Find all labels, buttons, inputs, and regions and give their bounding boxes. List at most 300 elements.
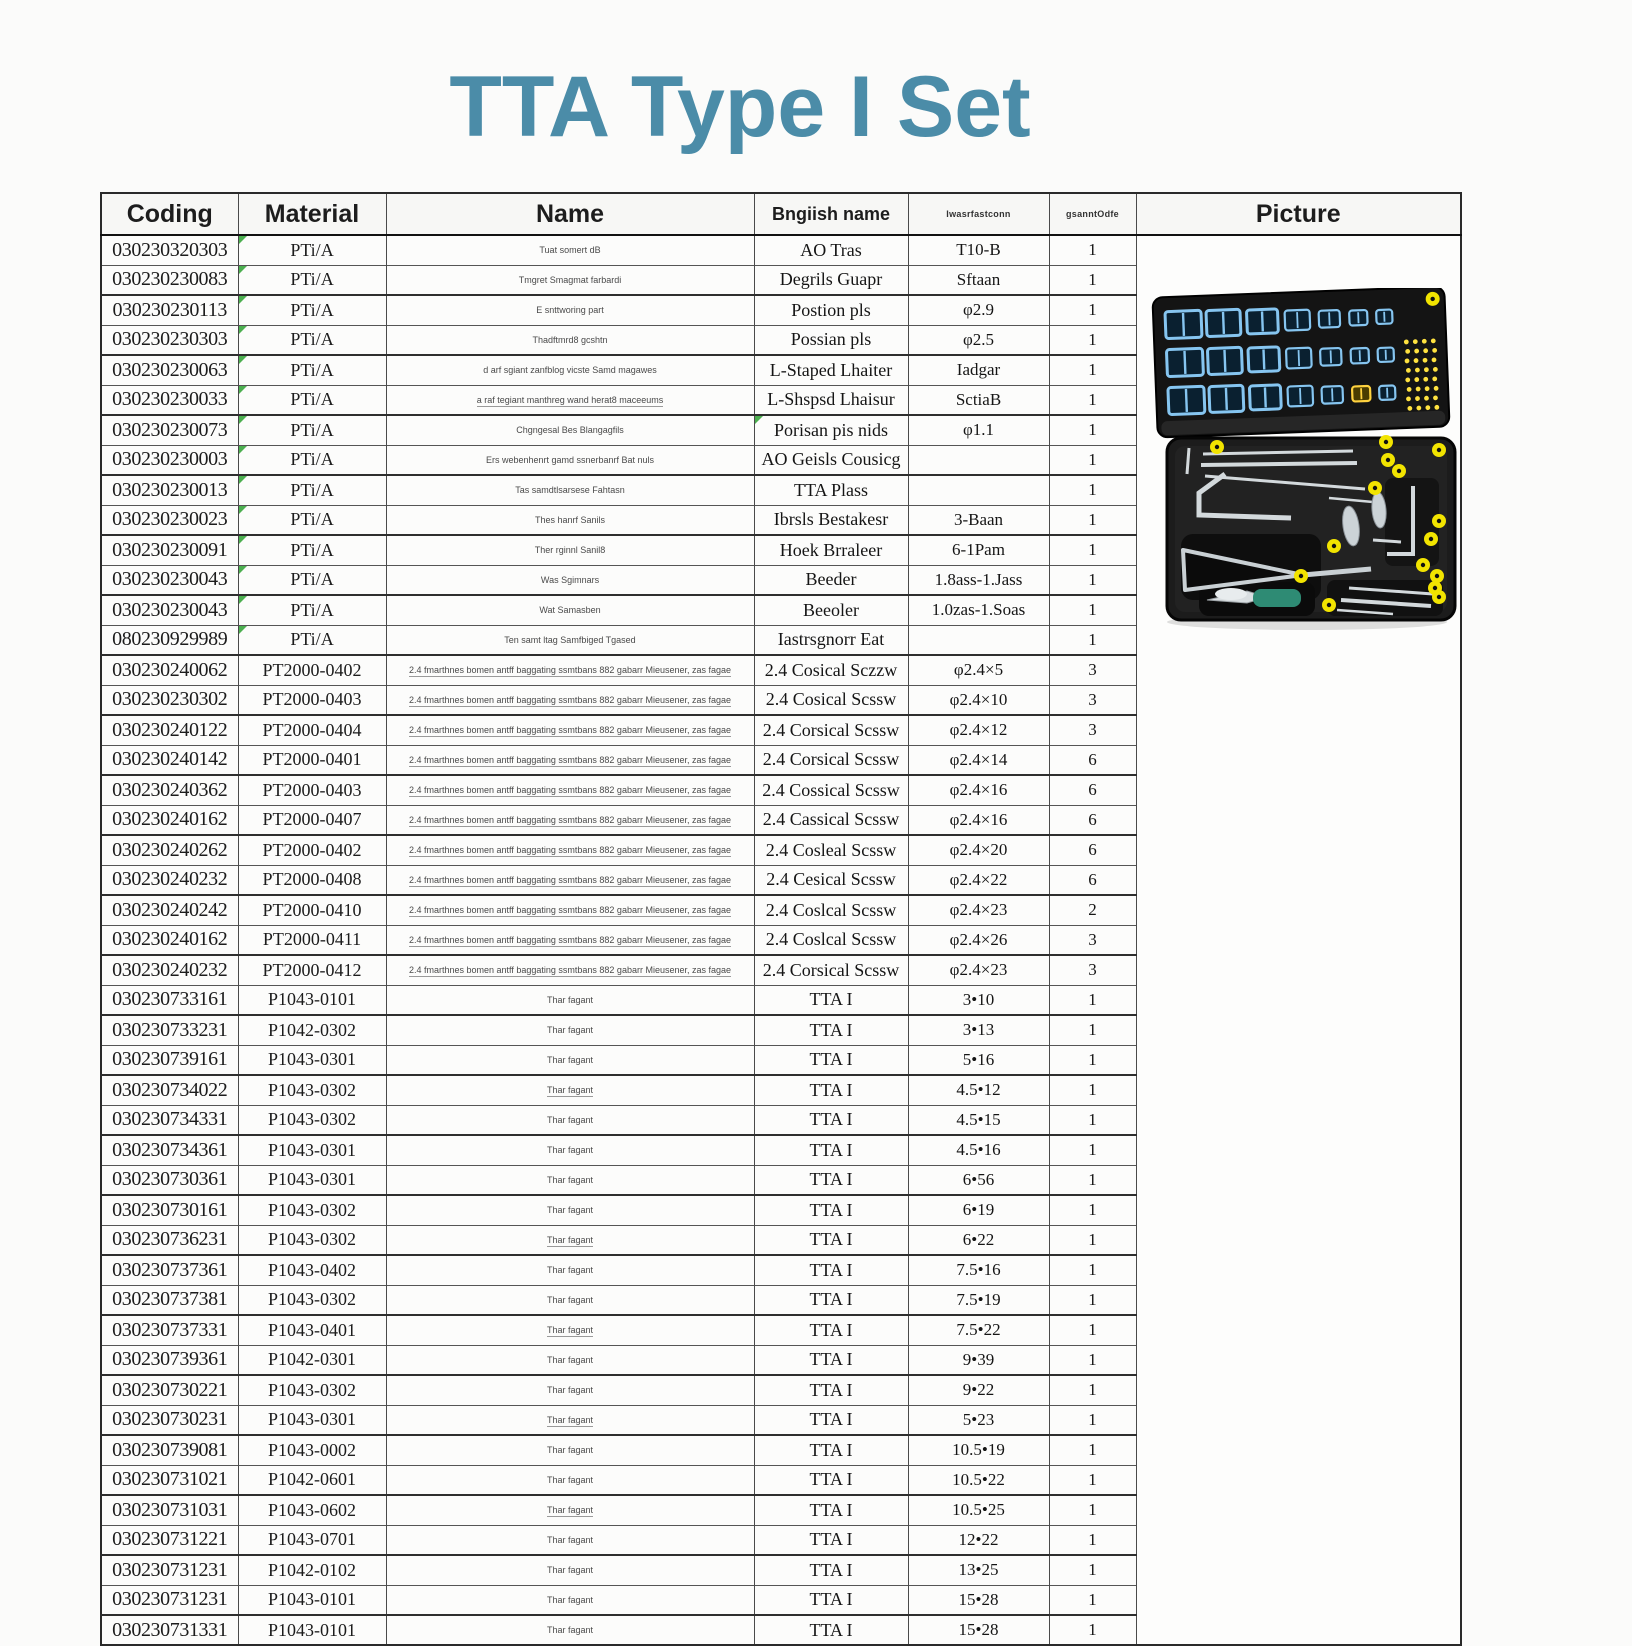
- name-text: Thar fagant: [547, 1265, 593, 1275]
- cell-qty: 1: [1049, 355, 1136, 385]
- cell-spec: φ2.4×26: [908, 925, 1049, 955]
- cell-spec: 7.5•22: [908, 1315, 1049, 1345]
- cell-spec: SctiaB: [908, 385, 1049, 415]
- cell-spec: 3-Baan: [908, 505, 1049, 535]
- cell-coding: 030230320303: [101, 235, 238, 265]
- cell-english-name: TTA I: [754, 1225, 908, 1255]
- cell-flag-marker: [239, 236, 247, 244]
- col-header-name: Name: [386, 193, 754, 235]
- cell-coding: 030230230091: [101, 535, 238, 565]
- cell-spec: φ2.4×23: [908, 895, 1049, 925]
- annotation-marker-center: [1428, 537, 1432, 541]
- cell-name: [386, 715, 754, 745]
- cell-coding: 030230734331: [101, 1105, 238, 1135]
- cell-coding: 030230731331: [101, 1615, 238, 1645]
- cell-name: [386, 1375, 754, 1405]
- name-text: 2.4 fmarthnes bomen antff baggating ssmtbans 882 gabarr Mieusener, zas fagae: [409, 665, 731, 677]
- annotation-marker-center: [1396, 469, 1400, 473]
- cell-english-name: TTA I: [754, 1465, 908, 1495]
- cell-spec: 15•28: [908, 1585, 1049, 1615]
- col-header-qty: gsanntOdfe: [1049, 193, 1136, 235]
- cell-coding: 030230230043: [101, 595, 238, 625]
- cell-qty: 1: [1049, 1345, 1136, 1375]
- cell-english-name: L-Staped Lhaiter: [754, 355, 908, 385]
- cell-name: [386, 1465, 754, 1495]
- cell-english-name: TTA I: [754, 1285, 908, 1315]
- cell-material: P1043-0101: [238, 1585, 386, 1615]
- cell-english-name: TTA I: [754, 1585, 908, 1615]
- annotation-marker-center: [1420, 563, 1424, 567]
- name-text: 2.4 fmarthnes bomen antff baggating ssmtbans 882 gabarr Mieusener, zas fagae: [409, 845, 731, 857]
- cell-material: PTi/A: [238, 355, 386, 385]
- cell-qty: 1: [1049, 985, 1136, 1015]
- cell-qty: 1: [1049, 1135, 1136, 1165]
- implant-cage: [1350, 348, 1369, 364]
- cell-coding: 030230240122: [101, 715, 238, 745]
- cell-material: PTi/A: [238, 565, 386, 595]
- cell-spec: φ2.4×12: [908, 715, 1049, 745]
- cell-coding: 030230737381: [101, 1285, 238, 1315]
- cell-material: PT2000-0408: [238, 865, 386, 895]
- cell-material: P1043-0302: [238, 1075, 386, 1105]
- name-text: d arf sgiant zanfblog vicste Samd magawes: [483, 365, 657, 375]
- cell-spec: [908, 445, 1049, 475]
- cell-name: [386, 505, 754, 535]
- cell-flag-marker: [239, 596, 247, 604]
- cell-qty: 1: [1049, 1015, 1136, 1045]
- cell-qty: 1: [1049, 1285, 1136, 1315]
- cell-material: P1043-0002: [238, 1435, 386, 1465]
- implant-cage: [1287, 386, 1313, 407]
- cell-qty: 6: [1049, 805, 1136, 835]
- cell-material: P1043-0302: [238, 1195, 386, 1225]
- implant-cage: [1320, 348, 1342, 366]
- annotation-marker-center: [1331, 544, 1335, 548]
- cell-name: [386, 355, 754, 385]
- cell-name: [386, 655, 754, 685]
- cell-qty: 1: [1049, 1375, 1136, 1405]
- cell-qty: 1: [1049, 1435, 1136, 1465]
- cell-english-name: TTA I: [754, 1555, 908, 1585]
- cell-flag-marker: [239, 416, 247, 424]
- cell-english-name: 2.4 Corsical Scssw: [754, 715, 908, 745]
- cell-spec: [908, 475, 1049, 505]
- name-text: 2.4 fmarthnes bomen antff baggating ssmtbans 882 gabarr Mieusener, zas fagae: [409, 965, 731, 977]
- cell-english-name: 2.4 Cosleal Scssw: [754, 835, 908, 865]
- cell-coding: 030230736231: [101, 1225, 238, 1255]
- name-text: 2.4 fmarthnes bomen antff baggating ssmtbans 882 gabarr Mieusener, zas fagae: [409, 935, 731, 947]
- cell-name: [386, 475, 754, 505]
- cell-flag-marker: [239, 506, 247, 514]
- cell-name: [386, 1135, 754, 1165]
- cell-name: [386, 895, 754, 925]
- cell-name: [386, 1345, 754, 1375]
- cell-coding: 030230230023: [101, 505, 238, 535]
- cell-spec: Sftaan: [908, 265, 1049, 295]
- cell-name: [386, 385, 754, 415]
- cell-picture: [1136, 235, 1461, 1645]
- name-text: Tmgret Smagmat farbardi: [519, 275, 622, 285]
- instrument-case-image: [1141, 288, 1461, 637]
- annotation-marker-center: [1214, 445, 1218, 449]
- cell-qty: 3: [1049, 655, 1136, 685]
- name-text: Thar fagant: [547, 1205, 593, 1215]
- cell-english-name: TTA I: [754, 1255, 908, 1285]
- cell-material: PTi/A: [238, 475, 386, 505]
- cell-material: P1043-0301: [238, 1045, 386, 1075]
- annotation-marker-center: [1434, 574, 1438, 578]
- name-text: Thar fagant: [547, 1625, 593, 1635]
- cell-material: P1042-0301: [238, 1345, 386, 1375]
- cell-qty: 1: [1049, 1315, 1136, 1345]
- cell-english-name: TTA I: [754, 1195, 908, 1225]
- cell-english-name: AO Tras: [754, 235, 908, 265]
- cell-coding: 030230731231: [101, 1555, 238, 1585]
- cell-english-name: TTA I: [754, 1405, 908, 1435]
- implant-cage: [1378, 385, 1395, 400]
- cell-qty: 1: [1049, 565, 1136, 595]
- cell-material: P1043-0602: [238, 1495, 386, 1525]
- cell-english-name: 2.4 Cassical Scssw: [754, 805, 908, 835]
- cell-qty: 1: [1049, 625, 1136, 655]
- cell-coding: 030230230013: [101, 475, 238, 505]
- cell-english-name: Degrils Guapr: [754, 265, 908, 295]
- cell-name: [386, 745, 754, 775]
- cell-coding: 030230731221: [101, 1525, 238, 1555]
- cell-english-name: TTA I: [754, 1105, 908, 1135]
- cell-qty: 6: [1049, 775, 1136, 805]
- cell-english-name: TTA I: [754, 1525, 908, 1555]
- cell-name: [386, 295, 754, 325]
- cell-spec: 6•22: [908, 1225, 1049, 1255]
- cell-name: [386, 955, 754, 985]
- cell-name: [386, 1435, 754, 1465]
- cell-material: PTi/A: [238, 295, 386, 325]
- cell-qty: 3: [1049, 685, 1136, 715]
- cell-coding: 030230230302: [101, 685, 238, 715]
- cell-spec: φ1.1: [908, 415, 1049, 445]
- cell-flag-marker: [755, 416, 763, 424]
- name-text: 2.4 fmarthnes bomen antff baggating ssmtbans 882 gabarr Mieusener, zas fagae: [409, 695, 731, 707]
- cell-name: [386, 1225, 754, 1255]
- cell-english-name: Hoek Brraleer: [754, 535, 908, 565]
- cell-name: [386, 1315, 754, 1345]
- name-text: Thar fagant: [547, 1565, 593, 1575]
- cell-material: PTi/A: [238, 625, 386, 655]
- cell-qty: 1: [1049, 475, 1136, 505]
- cell-qty: 1: [1049, 385, 1136, 415]
- implant-cage: [1284, 310, 1310, 331]
- cell-material: PT2000-0403: [238, 685, 386, 715]
- name-text: 2.4 fmarthnes bomen antff baggating ssmtbans 882 gabarr Mieusener, zas fagae: [409, 875, 731, 887]
- cell-flag-marker: [239, 356, 247, 364]
- cell-name: [386, 325, 754, 355]
- cell-name: [386, 1495, 754, 1525]
- implant-cage: [1247, 347, 1279, 372]
- cell-english-name: 2.4 Cosical Sczzw: [754, 655, 908, 685]
- cell-coding: 030230230113: [101, 295, 238, 325]
- header-row: [101, 193, 1461, 235]
- name-text: Thar fagant: [547, 1535, 593, 1545]
- cell-material: PT2000-0404: [238, 715, 386, 745]
- name-text: Wat Samasben: [539, 605, 600, 615]
- cell-qty: 1: [1049, 505, 1136, 535]
- cell-spec: 5•16: [908, 1045, 1049, 1075]
- col-header-english-name: Bngiish name: [754, 193, 908, 235]
- cell-material: PT2000-0412: [238, 955, 386, 985]
- cell-english-name: Postion pls: [754, 295, 908, 325]
- name-text: Thar fagant: [547, 1325, 593, 1337]
- cell-material: P1043-0301: [238, 1405, 386, 1435]
- cell-material: P1043-0301: [238, 1165, 386, 1195]
- name-text: Thar fagant: [547, 995, 593, 1005]
- cell-flag-marker: [239, 566, 247, 574]
- cell-coding: 030230734361: [101, 1135, 238, 1165]
- cell-name: [386, 1615, 754, 1645]
- cell-qty: 1: [1049, 1465, 1136, 1495]
- cell-qty: 1: [1049, 1105, 1136, 1135]
- name-text: 2.4 fmarthnes bomen antff baggating ssmtbans 882 gabarr Mieusener, zas fagae: [409, 725, 731, 737]
- cell-coding: 030230730231: [101, 1405, 238, 1435]
- cell-spec: φ2.4×14: [908, 745, 1049, 775]
- cell-name: [386, 535, 754, 565]
- cell-material: P1042-0302: [238, 1015, 386, 1045]
- cell-english-name: 2.4 Corsical Scssw: [754, 745, 908, 775]
- name-text: 2.4 fmarthnes bomen antff baggating ssmtbans 882 gabarr Mieusener, zas fagae: [409, 815, 731, 827]
- cell-name: [386, 445, 754, 475]
- cell-qty: 1: [1049, 1615, 1136, 1645]
- cell-english-name: Possian pls: [754, 325, 908, 355]
- cell-spec: 10.5•25: [908, 1495, 1049, 1525]
- cell-spec: φ2.4×22: [908, 865, 1049, 895]
- cell-material: P1043-0302: [238, 1105, 386, 1135]
- cell-english-name: TTA I: [754, 1345, 908, 1375]
- cell-coding: 030230240362: [101, 775, 238, 805]
- cell-coding: 030230731021: [101, 1465, 238, 1495]
- name-text: Thar fagant: [547, 1475, 593, 1485]
- cell-english-name: TTA I: [754, 1015, 908, 1045]
- col-header-picture: Picture: [1136, 193, 1461, 235]
- cell-material: PTi/A: [238, 265, 386, 295]
- name-text: Thar fagant: [547, 1235, 593, 1247]
- cell-name: [386, 1075, 754, 1105]
- name-text: Thar fagant: [547, 1295, 593, 1305]
- cell-flag-marker: [239, 386, 247, 394]
- cell-flag-marker: [239, 626, 247, 634]
- cell-material: PT2000-0402: [238, 655, 386, 685]
- cell-qty: 1: [1049, 1495, 1136, 1525]
- cell-spec: [908, 625, 1049, 655]
- page-title: TTA Type I Set: [0, 58, 1480, 157]
- cell-english-name: 2.4 Cosical Scssw: [754, 685, 908, 715]
- cell-name: [386, 1405, 754, 1435]
- cell-spec: 6•56: [908, 1165, 1049, 1195]
- cell-qty: 6: [1049, 745, 1136, 775]
- cell-qty: 1: [1049, 1045, 1136, 1075]
- cell-qty: 1: [1049, 235, 1136, 265]
- cell-english-name: Iastrsgnorr Eat: [754, 625, 908, 655]
- implant-cage: [1166, 348, 1203, 376]
- cell-name: [386, 835, 754, 865]
- table-row: [101, 235, 1461, 265]
- name-text: Thar fagant: [547, 1445, 593, 1455]
- name-text: Ten samt ltag Samfbiged Tgased: [504, 635, 635, 645]
- name-text: Thadftmrd8 gcshtn: [532, 335, 607, 345]
- cell-english-name: TTA Plass: [754, 475, 908, 505]
- cell-spec: 9•22: [908, 1375, 1049, 1405]
- annotation-marker-center: [1436, 595, 1440, 599]
- cell-flag-marker: [239, 296, 247, 304]
- cell-name: [386, 1195, 754, 1225]
- cell-english-name: TTA I: [754, 1315, 908, 1345]
- cell-coding: 030230739161: [101, 1045, 238, 1075]
- cell-material: PT2000-0410: [238, 895, 386, 925]
- cell-material: PT2000-0411: [238, 925, 386, 955]
- cell-english-name: AO Geisls Cousicg: [754, 445, 908, 475]
- cell-coding: 030230730221: [101, 1375, 238, 1405]
- cell-english-name: Beeoler: [754, 595, 908, 625]
- cell-qty: 2: [1049, 895, 1136, 925]
- cell-coding: 030230230033: [101, 385, 238, 415]
- cell-name: [386, 1585, 754, 1615]
- implant-cage: [1205, 309, 1240, 336]
- cell-coding: 030230240262: [101, 835, 238, 865]
- cell-coding: 030230730361: [101, 1165, 238, 1195]
- cell-coding: 080230929989: [101, 625, 238, 655]
- cell-spec: 5•23: [908, 1405, 1049, 1435]
- name-text: 2.4 fmarthnes bomen antff baggating ssmtbans 882 gabarr Mieusener, zas fagae: [409, 785, 731, 797]
- name-text: Thar fagant: [547, 1115, 593, 1125]
- cell-english-name: TTA I: [754, 1075, 908, 1105]
- cell-english-name: TTA I: [754, 985, 908, 1015]
- cell-spec: 4.5•12: [908, 1075, 1049, 1105]
- cell-name: [386, 805, 754, 835]
- annotation-marker-center: [1432, 586, 1436, 590]
- cell-english-name: TTA I: [754, 1165, 908, 1195]
- cell-name: [386, 775, 754, 805]
- cell-spec: 6-1Pam: [908, 535, 1049, 565]
- cell-qty: 1: [1049, 535, 1136, 565]
- cell-material: P1043-0402: [238, 1255, 386, 1285]
- cell-coding: 030230240232: [101, 865, 238, 895]
- cell-english-name: 2.4 Cesical Scssw: [754, 865, 908, 895]
- cell-qty: 1: [1049, 295, 1136, 325]
- cell-coding: 030230230003: [101, 445, 238, 475]
- cell-coding: 030230737361: [101, 1255, 238, 1285]
- cell-spec: Iadgar: [908, 355, 1049, 385]
- cell-name: [386, 1525, 754, 1555]
- cell-spec: 6•19: [908, 1195, 1049, 1225]
- cell-flag-marker: [239, 536, 247, 544]
- cell-english-name: 2.4 Coslcal Scssw: [754, 895, 908, 925]
- cell-material: PTi/A: [238, 445, 386, 475]
- cell-name: [386, 595, 754, 625]
- cell-english-name: 2.4 Coslcal Scssw: [754, 925, 908, 955]
- cell-name: [386, 1105, 754, 1135]
- cell-material: P1043-0302: [238, 1285, 386, 1315]
- cell-coding: 030230731031: [101, 1495, 238, 1525]
- name-text: Thar fagant: [547, 1505, 593, 1517]
- instrument-tray: [1167, 435, 1455, 620]
- cell-english-name: 2.4 Cossical Scssw: [754, 775, 908, 805]
- cell-name: [386, 565, 754, 595]
- name-text: 2.4 fmarthnes bomen antff baggating ssmtbans 882 gabarr Mieusener, zas fagae: [409, 755, 731, 767]
- cell-material: PT2000-0401: [238, 745, 386, 775]
- cell-spec: 7.5•19: [908, 1285, 1049, 1315]
- cell-spec: 4.5•16: [908, 1135, 1049, 1165]
- cell-coding: 030230230083: [101, 265, 238, 295]
- cell-spec: φ2.4×16: [908, 805, 1049, 835]
- cell-name: [386, 1045, 754, 1075]
- cell-english-name: TTA I: [754, 1615, 908, 1645]
- name-text: Chgngesal Bes Blangagfils: [516, 425, 624, 435]
- instrument-case-svg: [1141, 288, 1461, 632]
- col-header-spec: Iwasrfastconn: [908, 193, 1049, 235]
- cell-coding: 030230230303: [101, 325, 238, 355]
- implant-cage: [1207, 347, 1242, 374]
- annotation-marker-center: [1436, 519, 1440, 523]
- cell-qty: 1: [1049, 1165, 1136, 1195]
- cell-qty: 1: [1049, 325, 1136, 355]
- cell-material: P1043-0301: [238, 1135, 386, 1165]
- cell-english-name: Beeder: [754, 565, 908, 595]
- cell-material: PTi/A: [238, 415, 386, 445]
- cell-coding: 030230737331: [101, 1315, 238, 1345]
- cell-spec: φ2.4×20: [908, 835, 1049, 865]
- cell-coding: 030230734022: [101, 1075, 238, 1105]
- cell-material: P1043-0302: [238, 1225, 386, 1255]
- cell-qty: 1: [1049, 1195, 1136, 1225]
- name-text: Thar fagant: [547, 1595, 593, 1605]
- implant-cage: [1349, 310, 1368, 326]
- implant-cage: [1164, 310, 1201, 338]
- implant-cage: [1285, 348, 1311, 369]
- cell-name: [386, 985, 754, 1015]
- cell-coding: 030230739361: [101, 1345, 238, 1375]
- cell-name: [386, 1255, 754, 1285]
- implant-cage: [1167, 386, 1204, 414]
- cell-material: PTi/A: [238, 235, 386, 265]
- annotation-marker-center: [1326, 603, 1330, 607]
- cell-spec: 1.0zas-1.Soas: [908, 595, 1049, 625]
- cell-coding: 030230730161: [101, 1195, 238, 1225]
- cell-material: PTi/A: [238, 325, 386, 355]
- cell-coding: 030230240142: [101, 745, 238, 775]
- annotation-marker-center: [1298, 574, 1302, 578]
- cell-qty: 3: [1049, 955, 1136, 985]
- cell-name: [386, 865, 754, 895]
- name-text: Ther rginnl Sanil8: [535, 545, 606, 555]
- cell-spec: 10.5•22: [908, 1465, 1049, 1495]
- cell-coding: 030230240232: [101, 955, 238, 985]
- cell-flag-marker: [239, 476, 247, 484]
- cell-material: P1043-0101: [238, 985, 386, 1015]
- cell-english-name: 2.4 Corsical Scssw: [754, 955, 908, 985]
- cell-qty: 6: [1049, 835, 1136, 865]
- cell-name: [386, 265, 754, 295]
- implant-cage: [1351, 386, 1370, 402]
- cell-qty: 1: [1049, 1555, 1136, 1585]
- cell-spec: 12•22: [908, 1525, 1049, 1555]
- cell-coding: 030230739081: [101, 1435, 238, 1465]
- cell-spec: 3•10: [908, 985, 1049, 1015]
- cell-name: [386, 1285, 754, 1315]
- cell-coding: 030230240062: [101, 655, 238, 685]
- cell-material: PT2000-0407: [238, 805, 386, 835]
- cell-name: [386, 1165, 754, 1195]
- cell-material: PT2000-0403: [238, 775, 386, 805]
- cell-spec: 1.8ass-1.Jass: [908, 565, 1049, 595]
